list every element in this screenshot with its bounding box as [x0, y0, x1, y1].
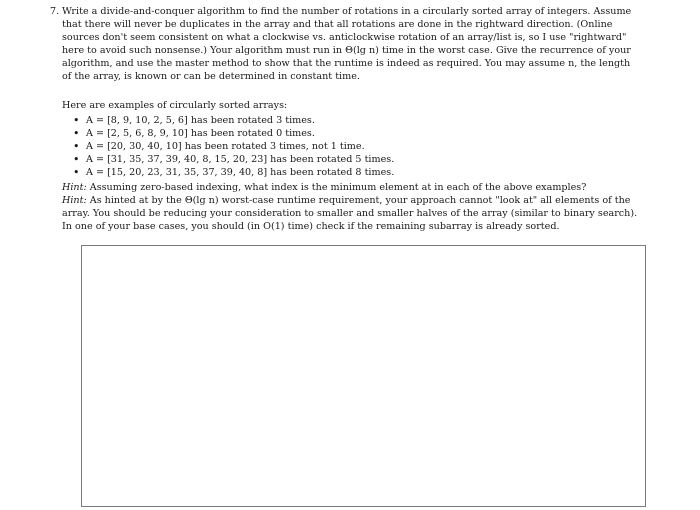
hint-2-line: [62, 194, 652, 207]
hint-text: As hinted at by the Θ(lg n) worst-case runtime requirement, your approach cannot "look at" all elements of the: [89, 195, 631, 207]
examples-intro: Here are examples of circularly sorted arrays:: [62, 99, 288, 111]
hint-2-line: In one of your base cases, you should (in O(1) time) check if the remaining subarray is already sorted.: [62, 221, 560, 233]
hint-2-line: array. You should be reducing your consideration to smaller and smaller halves of the array (similar to binary search).: [62, 208, 638, 220]
problem-7: [50, 5, 652, 234]
hint-text: Assuming zero-based indexing, what index is the minimum element at in each of the above examples?: [89, 182, 587, 194]
problem-number: 7.: [50, 6, 60, 17]
answer-box[interactable]: [81, 245, 646, 507]
hint-label: Hint:: [62, 182, 87, 194]
example-item: • A = [8, 9, 10, 2, 5, 6] has been rotated 3 times.: [72, 114, 652, 127]
statement-line: algorithm, and use the master method to show that the runtime is indeed as required. You may assume n, the length: [62, 58, 631, 70]
example-item: • A = [15, 20, 23, 31, 35, 37, 39, 40, 8] has been rotated 8 times.: [72, 166, 652, 179]
statement-line: of the array, is known or can be determined in constant time.: [62, 71, 360, 83]
example-item: • A = [20, 30, 40, 10] has been rotated 3 times, not 1 time.: [72, 140, 652, 153]
statement-line: sources don't seem consistent on what a clockwise vs. anticlockwise rotation of an array/list is, so I use "rightward": [62, 32, 627, 44]
hint-1: [62, 181, 652, 194]
statement-line: here to avoid such nonsense.) Your algorithm must run in Θ(lg n) time in the worst case. Give the recurrence of your: [62, 45, 631, 57]
hint-label: Hint:: [62, 195, 87, 207]
statement-line: that there will never be duplicates in the array and that all rotations are done in the rightward direction. (Online: [62, 19, 613, 31]
examples-list: [62, 114, 652, 179]
problem-statement: [62, 5, 652, 84]
hints: [62, 181, 652, 233]
statement-line: Write a divide-and-conquer algorithm to find the number of rotations in a circularly sorted array of integers. Assume: [62, 6, 632, 17]
example-item: • A = [31, 35, 37, 39, 40, 8, 15, 20, 23] has been rotated 5 times.: [72, 153, 652, 166]
example-item: • A = [2, 5, 6, 8, 9, 10] has been rotated 0 times.: [72, 127, 652, 140]
